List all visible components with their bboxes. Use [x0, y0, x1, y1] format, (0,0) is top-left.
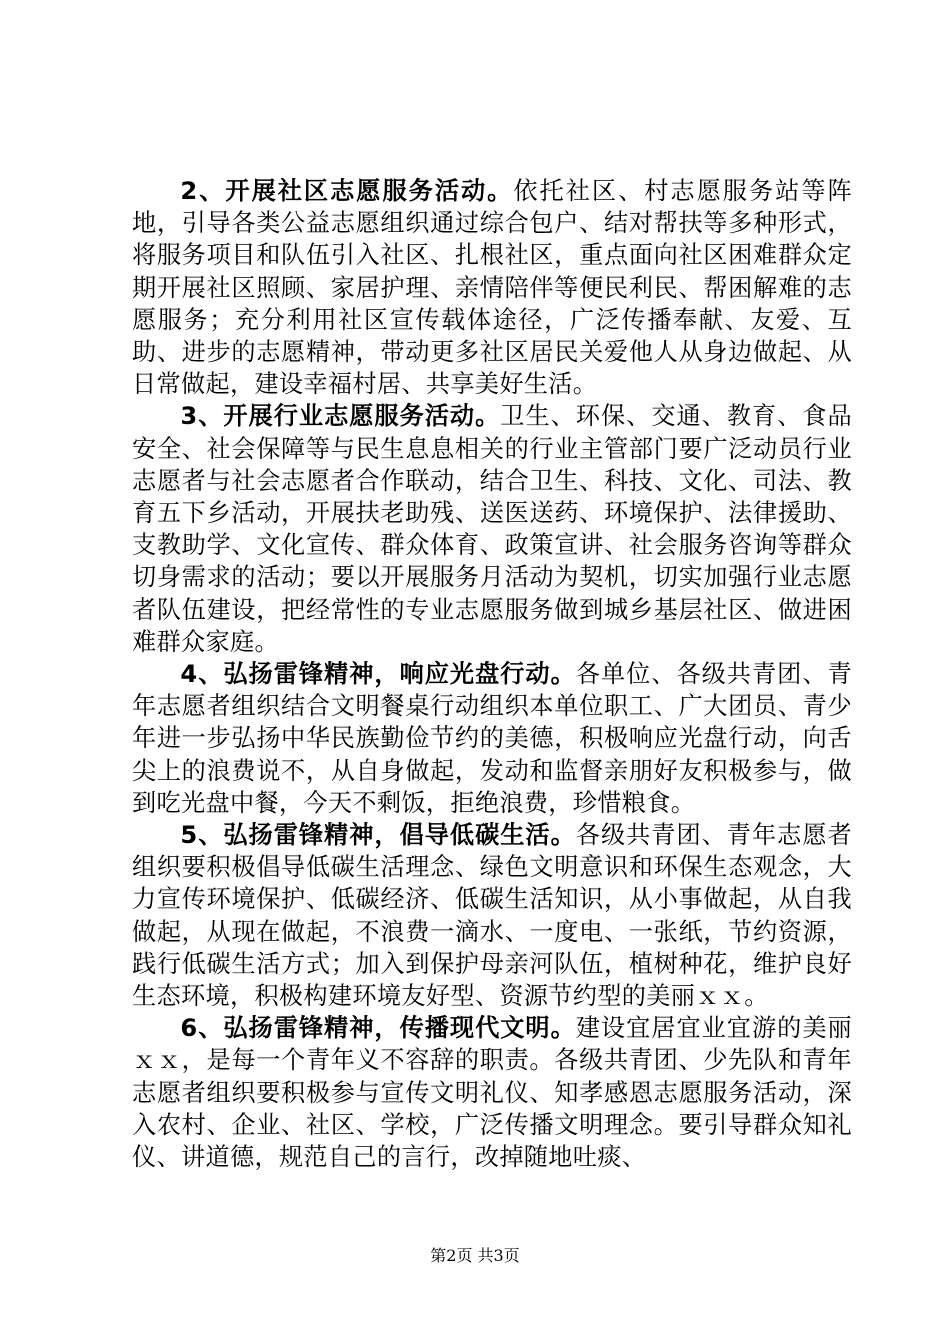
paragraph-low-carbon	[132, 819, 852, 1012]
document-body	[132, 175, 852, 1173]
paragraph-heading: 6、弘扬雷锋精神，传播现代文明。	[180, 1014, 576, 1043]
paragraph-clean-plate	[132, 658, 852, 819]
paragraph-industry-volunteer	[132, 400, 852, 658]
paragraph-text: 建设宜居宜业宜游的美丽ｘｘ，是每一个青年义不容辞的职责。各级共青团、少先队和青年志愿者组织要积极参与宣传文明礼仪、知孝感恩志愿服务活动，深入农村、企业、社区、学校，广泛传播文明理念。要引导群众知礼仪、讲道德，规范自己的言行，改掉随地吐痰、	[132, 1014, 852, 1172]
paragraph-text: 各单位、各级共青团、青年志愿者组织结合文明餐桌行动组织本单位职工、广大团员、青少年进一步弘扬中华民族勤俭节约的美德，积极响应光盘行动，向舌尖上的浪费说不，从自身做起，发动和监督亲朋好友积极参与，做到吃光盘中餐，今天不剩饭，拒绝浪费，珍惜粮食。	[132, 660, 852, 817]
paragraph-modern-civilization	[132, 1012, 852, 1173]
paragraph-text: 依托社区、村志愿服务站等阵地，引导各类公益志愿组织通过综合包户、结对帮扶等多种形式，将服务项目和队伍引入社区、扎根社区，重点面向社区困难群众定期开展社区照顾、家居护理、亲情陪伴等便民利民、帮困解难的志愿服务；充分利用社区宣传载体途径，广泛传播奉献、友爱、互助、进步的志愿精神，带动更多社区居民关爱他人从身边做起、从日常做起，建设幸福村居、共享美好生活。	[132, 177, 852, 399]
paragraph-text: 各级共青团、青年志愿者组织要积极倡导低碳生活理念、绿色文明意识和环保生态观念，大力宣传环境保护、低碳经济、低碳生活知识，从小事做起，从自我做起，从现在做起，不浪费一滴水、一度电、一张纸，节约资源，践行低碳生活方式；加入到保护母亲河队伍，植树种花，维护良好生态环境，积极构建环境友好型、资源节约型的美丽ｘｘ。	[132, 821, 852, 1011]
paragraph-community-volunteer	[132, 175, 852, 400]
paragraph-text: 卫生、环保、交通、教育、食品安全、社会保障等与民生息息相关的行业主管部门要广泛动员行业志愿者与社会志愿者合作联动，结合卫生、科技、文化、司法、教育五下乡活动，开展扶老助残、送医送药、环境保护、法律援助、支教助学、文化宣传、群众体育、政策宣讲、社会服务咨询等群众切身需求的活动；要以开展服务月活动为契机，切实加强行业志愿者队伍建设，把经常性的专业志愿服务做到城乡基层社区、做进困难群众家庭。	[132, 402, 853, 656]
paragraph-heading: 4、弘扬雷锋精神，响应光盘行动。	[180, 660, 576, 689]
page-footer: 第2页 共3页	[430, 1246, 520, 1265]
paragraph-heading: 2、开展社区志愿服务活动。	[180, 177, 514, 205]
paragraph-heading: 5、弘扬雷锋精神，倡导低碳生活。	[180, 821, 576, 850]
paragraph-heading: 3、开展行业志愿服务活动。	[180, 402, 501, 431]
